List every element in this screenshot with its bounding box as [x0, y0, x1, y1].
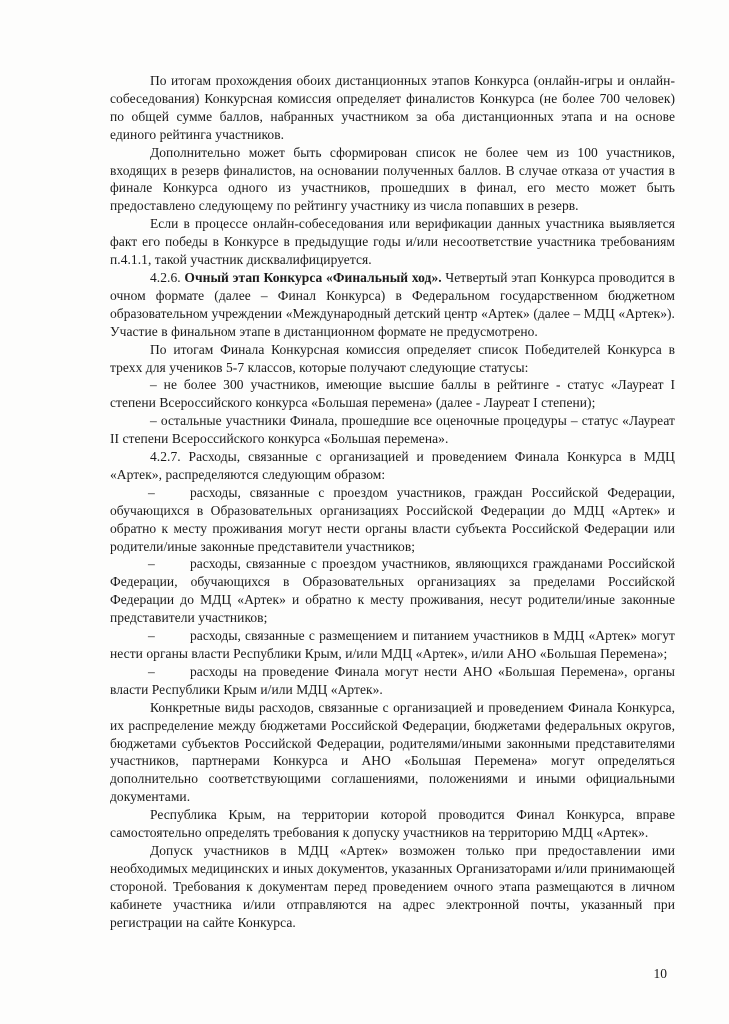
list-dash: – — [148, 628, 155, 644]
list-item-text: расходы, связанные с проездом участников, являющихся гражданами Российской Федерации, обучающихся в Образовательных организациях за пределами Российской Федерации до МДЦ «Артек» и обратно к месту проживания, несут родители/иные законные представители участников; — [110, 556, 675, 626]
paragraph-laureate-2: – остальные участники Финала, прошедшие все оценочные процедуры – статус «Лауреат II степени Всероссийского конкурса «Большая перемена». — [110, 413, 675, 447]
list-dash: – — [148, 663, 155, 679]
list-dash: – — [148, 484, 155, 500]
paragraph-disqualification: Если в процессе онлайн-собеседования или верификации данных участника выявляется факт его победы в Конкурсе в предыдущие годы и/или несоответствие участника требованиям п.4.1.1, такой участник дисквалифицируется. — [110, 216, 675, 268]
paragraph-finalists: По итогам прохождения обоих дистанционных этапов Конкурса (онлайн-игры и онлайн-собеседования) Конкурсная комиссия определяет финалистов Конкурса (не более 700 человек) по общей сумме баллов, набранных участником за оба дистанционных этапа и на основе единого рейтинга участников. — [110, 73, 675, 142]
document-body — [110, 72, 675, 932]
section-number: 4.2.6. — [150, 269, 181, 285]
section-heading: Очный этап Конкурса «Финальный ход». — [184, 269, 442, 285]
section-text: Четвертый этап Конкурса проводится в очном формате (далее – Финал Конкурса) в Федеральном государственном бюджетном образовательном учреждении «Международный детский центр «Артек» (далее – МДЦ «Артек»). Участие в финальном этапе в дистанционном формате не предусмотрено. — [110, 269, 675, 339]
list-item-travel-rf — [110, 484, 675, 556]
paragraph-laureate-1: – не более 300 участников, имеющие высшие баллы в рейтинге - статус «Лауреат I степени Всероссийского конкурса «Большая перемена» (далее - Лауреат I степени); — [110, 377, 675, 411]
list-item-accommodation — [110, 627, 675, 663]
list-item-travel-abroad — [110, 555, 675, 627]
paragraph-4-2-6 — [110, 269, 675, 341]
list-dash: – — [148, 556, 155, 572]
page-number: 10 — [653, 966, 667, 981]
paragraph-reserve: Дополнительно может быть сформирован список не более чем из 100 участников, входящих в резерв финалистов, на основании полученных баллов. В случае отказа от участия в финале Конкурса одного из участников, прошедших в финал, его место может быть предоставлено следующему по рейтингу участнику из числа попавших в резерв. — [110, 144, 675, 214]
paragraph-admission: Допуск участников в МДЦ «Артек» возможен только при предоставлении ими необходимых медицинских и иных документов, указанных Организаторами и/или принимающей стороной. Требования к документам перед проведением очного этапа размещаются в личном кабинете участника и/или отправляются на адрес электронной почты, указанный при регистрации на сайте Конкурса. — [110, 842, 675, 930]
paragraph-crimea: Республика Крым, на территории которой проводится Финал Конкурса, вправе самостоятельно определять требования к допуску участников на территорию МДЦ «Артек». — [110, 807, 675, 841]
paragraph-4-2-7: 4.2.7. Расходы, связанные с организацией и проведением Финала Конкурса в МДЦ «Артек», распределяются следующим образом: — [110, 449, 675, 482]
paragraph-winners: По итогам Финала Конкурсная комиссия определяет список Победителей Конкурса в трехх для учеников 5-7 классов, которые получают следующие статусы: — [110, 341, 675, 375]
list-item-text: расходы, связанные с размещением и питанием участников в МДЦ «Артек» могут нести органы власти Республики Крым, и/или МДЦ «Артек», и/или АНО «Большая Перемена»; — [110, 628, 675, 661]
list-item-text: расходы на проведение Финала могут нести АНО «Большая Перемена», органы власти Республики Крым и/или МДЦ «Артек». — [110, 663, 675, 697]
paragraph-expense-types: Конкретные виды расходов, связанные с организацией и проведением Финала Конкурса, их распределение между бюджетами Российской Федерации, бюджетами федеральных округов, бюджетами субъектов Российской Федерации, родителями/иными законными представителями участников, партнерами Конкурса и АНО «Большая Перемена» могут определяться дополнительно соответствующими соглашениями, положениями и иными официальными документами. — [110, 699, 675, 805]
list-item-final-costs — [110, 663, 675, 699]
list-item-text: расходы, связанные с проездом участников, граждан Российской Федерации, обучающихся в Образовательных организациях Российской Федерации до МДЦ «Артек» и обратно к месту проживания могут нести органы власти субъекта Российской Федерации или родители/иные законные представители участников; — [110, 484, 675, 554]
